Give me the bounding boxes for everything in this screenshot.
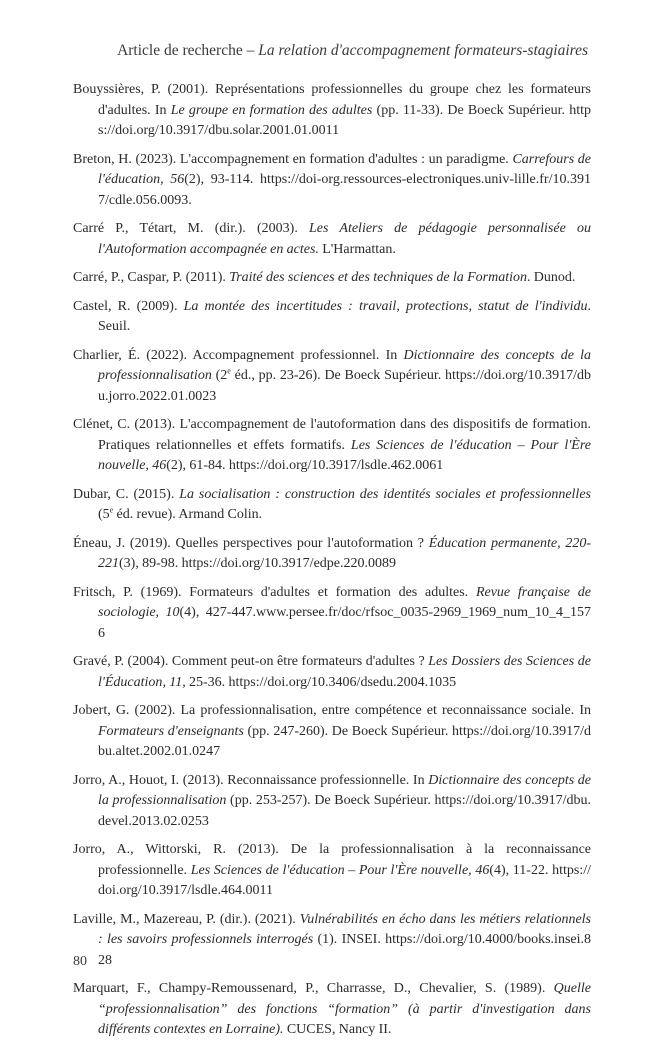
reference-italic-title: La montée des incertitudes : travail, protections, statut de l'individu (183, 298, 588, 314)
reference-entry (73, 910, 591, 972)
reference-text: (4), 11-22. (489, 862, 553, 878)
reference-entry (73, 979, 591, 1041)
reference-superscript: e (109, 505, 114, 515)
reference-text: Fritsch, P. (1969). Formateurs d'adultes et formation des adultes. (73, 584, 476, 600)
reference-italic-title: Les Sciences de l'éducation – Pour l'Ère nouvelle (98, 437, 592, 473)
reference-text: (2), 61-84. (166, 458, 229, 473)
reference-text: (1). INSEI. (313, 932, 386, 947)
reference-italic-volume: , 220-221 (98, 535, 591, 571)
reference-italic-volume: , 10 (155, 605, 180, 620)
reference-italic-title: Éducation permanente (428, 535, 558, 551)
reference-link[interactable]: https://doi.org/10.3917/dbu.altet.2002.01.0247 (98, 723, 591, 759)
reference-italic-volume: , 11 (162, 674, 183, 690)
reference-text: , 25-36. (182, 674, 229, 690)
reference-entry (73, 297, 591, 338)
reference-text: Dubar, C. (2015). (73, 486, 180, 502)
reference-text: Charlier, É. (2022). Accompagnement professionnel. In (73, 347, 404, 363)
page-number: 80 (73, 954, 87, 969)
reference-entry (73, 840, 591, 902)
reference-link[interactable]: https://doi.org/10.3917/dbu.jorro.2022.01.0023 (98, 368, 591, 404)
running-header (62, 41, 588, 61)
reference-entry (73, 150, 591, 212)
reference-text: Marquart, F., Champy-Remoussenard, P., Charrasse, D., Chevalier, S. (1989). (73, 981, 554, 996)
reference-text: (pp. 11-33). De Boeck Supérieur. (372, 102, 570, 118)
reference-entry (73, 652, 591, 693)
reference-text: CUCES, Nancy II. (283, 1022, 392, 1037)
reference-italic-title: Revue française de sociologie (98, 584, 591, 620)
reference-text: Jorro, A., Wittorski, R. (2013). De la professionnalisation à la reconnaissance professionnelle. (73, 842, 591, 878)
reference-entry (73, 80, 591, 142)
reference-text: (4), 427-447. (179, 605, 256, 620)
reference-text: Carré, P., Caspar, P. (2011). (73, 270, 230, 285)
reference-entry (73, 771, 591, 833)
reference-italic-title: Quelle “professionnalisation” des fonctions “formation” (à partir d'investigation dans différents contextes en Lorraine). (98, 981, 591, 1037)
reference-italic-volume: , 56 (160, 172, 185, 187)
reference-entry (73, 534, 591, 575)
reference-italic-title: Dictionnaire des concepts de la professionnalisation (98, 772, 591, 808)
reference-italic-title: Vulnérabilités en écho dans les métiers relationnels : les savoirs professionnels interrogés (98, 911, 591, 947)
reference-entry (73, 701, 591, 763)
reference-italic-title: Carrefours de l'éducation (98, 151, 591, 187)
header-title: La relation d'accompagnement formateurs-stagiaires (258, 42, 588, 59)
reference-italic-title: Les Ateliers de pédagogie personnalisée ou l'Autoformation accompagnée en actes. (98, 221, 591, 257)
reference-italic-volume: , 46 (468, 862, 490, 878)
reference-italic-title: Les Sciences de l'éducation – Pour l'Ère nouvelle (190, 862, 469, 878)
reference-text: (2 (211, 368, 228, 383)
reference-entry (73, 219, 591, 260)
reference-text: Clénet, C. (2013). L'accompagnement de l'autoformation dans des dispositifs de formation. Pratiques relationnelles et effets formatifs. (73, 417, 591, 453)
reference-text: Laville, M., Mazereau, P. (dir.). (2021). (73, 911, 300, 927)
reference-text: . Seuil. (98, 298, 591, 334)
reference-list (73, 80, 591, 1049)
reference-text: éd. revue). Armand Colin. (113, 507, 263, 522)
reference-link[interactable]: https://doi-org.ressources-electroniques.univ-lille.fr/10.3917/cdle.056.0093. (98, 172, 591, 208)
reference-italic-title: Traité des sciences et des techniques de la Formation (229, 270, 527, 285)
reference-italic-title: Le groupe en formation des adultes (170, 102, 373, 118)
reference-entry (73, 346, 591, 408)
reference-text: Castel, R. (2009). (73, 298, 184, 314)
reference-text: Éneau, J. (2019). Quelles perspectives pour l'autoformation ? (73, 535, 429, 551)
reference-text: éd., pp. 23-26). De Boeck Supérieur. (230, 368, 446, 383)
reference-text: Carré P., Tétart, M. (dir.). (2003). (73, 221, 310, 236)
reference-text: Breton, H. (2023). L'accompagnement en formation d'adultes : un paradigme. (73, 151, 513, 167)
reference-entry (73, 583, 591, 645)
reference-text: Bouyssières, P. (2001). Représentations professionnelles du groupe chez les formateurs d'adultes. In (73, 82, 591, 118)
reference-italic-title: Les Dossiers des Sciences de l'Éducation (98, 654, 591, 690)
reference-link[interactable]: https://doi.org/10.3917/lsdle.462.0061 (228, 458, 444, 473)
reference-entry (73, 268, 591, 289)
reference-text: . Dunod. (526, 270, 576, 285)
header-prefix: Article de recherche – (117, 42, 259, 59)
reference-text: Jobert, G. (2002). La professionnalisation, entre compétence et reconnaissance sociale. In (73, 703, 591, 718)
reference-text: (5 (98, 507, 110, 522)
reference-text: (pp. 253-257). De Boeck Supérieur. (226, 793, 435, 808)
reference-text: (3), 89-98. (119, 556, 182, 571)
reference-link[interactable]: https://doi.org/10.3917/edpe.220.0089 (181, 556, 396, 571)
reference-text: Jorro, A., Houot, I. (2013). Reconnaissance professionnelle. In (73, 772, 429, 788)
reference-entry (73, 415, 591, 477)
reference-link[interactable]: https://doi.org/10.4000/books.insei.828 (98, 932, 591, 968)
reference-italic-title: Formateurs d'enseignants (98, 723, 244, 739)
reference-italic-volume: , 46 (145, 458, 167, 473)
reference-italic-title: Dictionnaire des concepts de la professionnalisation (98, 347, 591, 383)
reference-text: (pp. 247-260). De Boeck Supérieur. (243, 723, 452, 739)
reference-link[interactable]: https://doi.org/10.3917/lsdle.464.0011 (98, 862, 591, 898)
reference-entry (73, 485, 591, 526)
reference-superscript: e (227, 366, 231, 376)
reference-text: L'Harmattan. (318, 241, 396, 257)
reference-link[interactable]: https://doi.org/10.3406/dsedu.2004.1035 (228, 674, 457, 690)
reference-text: (2), 93-114. (184, 172, 260, 187)
reference-link[interactable]: https://doi.org/10.3917/dbu.devel.2013.02.0253 (98, 793, 591, 829)
reference-link[interactable]: www.persee.fr/doc/rfsoc_0035-2969_1969_num_10_4_1576 (98, 605, 591, 641)
reference-text: Gravé, P. (2004). Comment peut-on être formateurs d'adultes ? (73, 654, 429, 669)
reference-italic-title: La socialisation : construction des identités sociales et professionnelles (179, 486, 591, 502)
reference-link[interactable]: https://doi.org/10.3917/dbu.solar.2001.01.0011 (98, 102, 591, 138)
